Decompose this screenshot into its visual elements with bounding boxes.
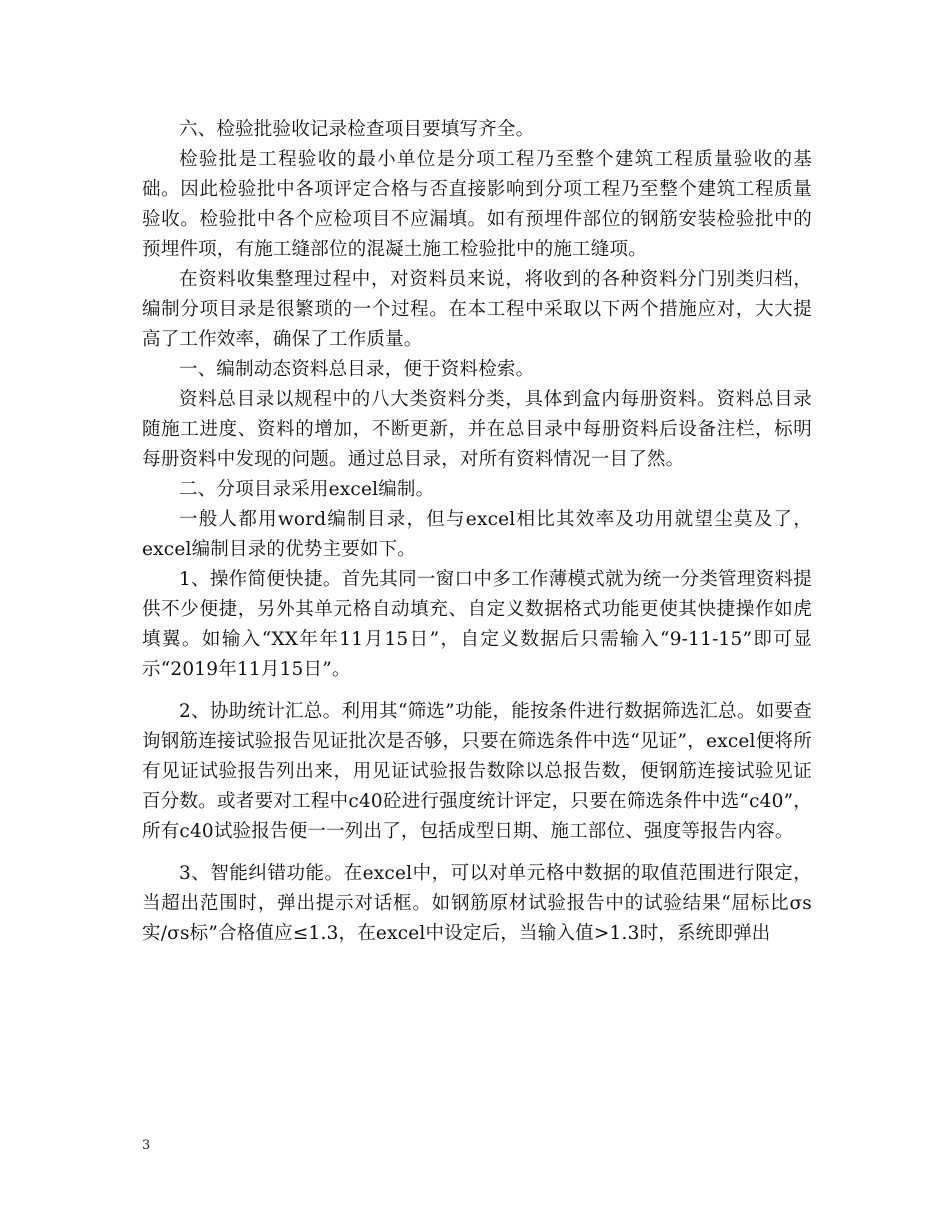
paragraph-document-collection: 在资料收集整理过程中，对资料员来说，将收到的各种资料分门别类归档，编制分项目录是很繁琐的一个过程。在本工程中采取以下两个措施应对，大大提高了工作效率，确保了工作质量。: [142, 269, 812, 350]
paragraph-statistics: 2、协助统计汇总。利用其“筛选”功能，能按条件进行数据筛选汇总。如要查询钢筋连接试验报告见证批次是否够，只要在筛选条件中选“见证”，excel便将所有见证试验报告列出来，用见证试验报告数除以总报告数，便钢筋连接试验见证百分数。或者要对工程中c40砼进行强度统计评定，只要在筛选条件中选“c40”，所有c40试验报告便一一列出了，包括成型日期、施工部位、强度等报告内容。: [142, 701, 812, 842]
paragraph-error-checking: 3、智能纠错功能。在excel中，可以对单元格中数据的取值范围进行限定，当超出范围时，弹出提示对话框。如钢筋原材试验报告中的试验结果“屈标比σs实/σs标”合格值应≤1.3，在excel中设定后，当输入值>1.3时，系统即弹出: [142, 863, 812, 944]
paragraph-word-vs-excel: 一般人都用word编制目录，但与excel相比其效率及功用就望尘莫及了，excel编制目录的优势主要如下。: [142, 509, 812, 560]
page-number: 3: [142, 1138, 151, 1153]
paragraph-measure-one-heading: 一、编制动态资料总目录，便于资料检索。: [179, 359, 535, 380]
document-body: [142, 115, 812, 949]
paragraph-section-six-heading: 六、检验批验收记录检查项目要填写齐全。: [179, 119, 535, 140]
paragraph-master-catalog: 资料总目录以规程中的八大类资料分类，具体到盒内每册资料。资料总目录随施工进度、资料的增加，不断更新，并在总目录中每册资料后设备注栏，标明每册资料中发现的问题。通过总目录，对所有资料情况一目了然。: [142, 389, 812, 470]
paragraph-measure-two-heading: 二、分项目录采用excel编制。: [179, 479, 435, 500]
paragraph-ease-of-use: 1、操作简便快捷。首先其同一窗口中多工作薄模式就为统一分类管理资料提供不少便捷，另外其单元格自动填充、自定义数据格式功能更使其快捷操作如虎填翼。如输入“XX年年11月15日”，自定义数据后只需输入“9-11-15”即可显示“2019年11月15日”。: [142, 569, 812, 680]
paragraph-inspection-batch: 检验批是工程验收的最小单位是分项工程乃至整个建筑工程质量验收的基础。因此检验批中各项评定合格与否直接影响到分项工程乃至整个建筑工程质量验收。检验批中各个应检项目不应漏填。如有预埋件部位的钢筋安装检验批中的预埋件项，有施工缝部位的混凝土施工检验批中的施工缝项。: [142, 149, 812, 260]
